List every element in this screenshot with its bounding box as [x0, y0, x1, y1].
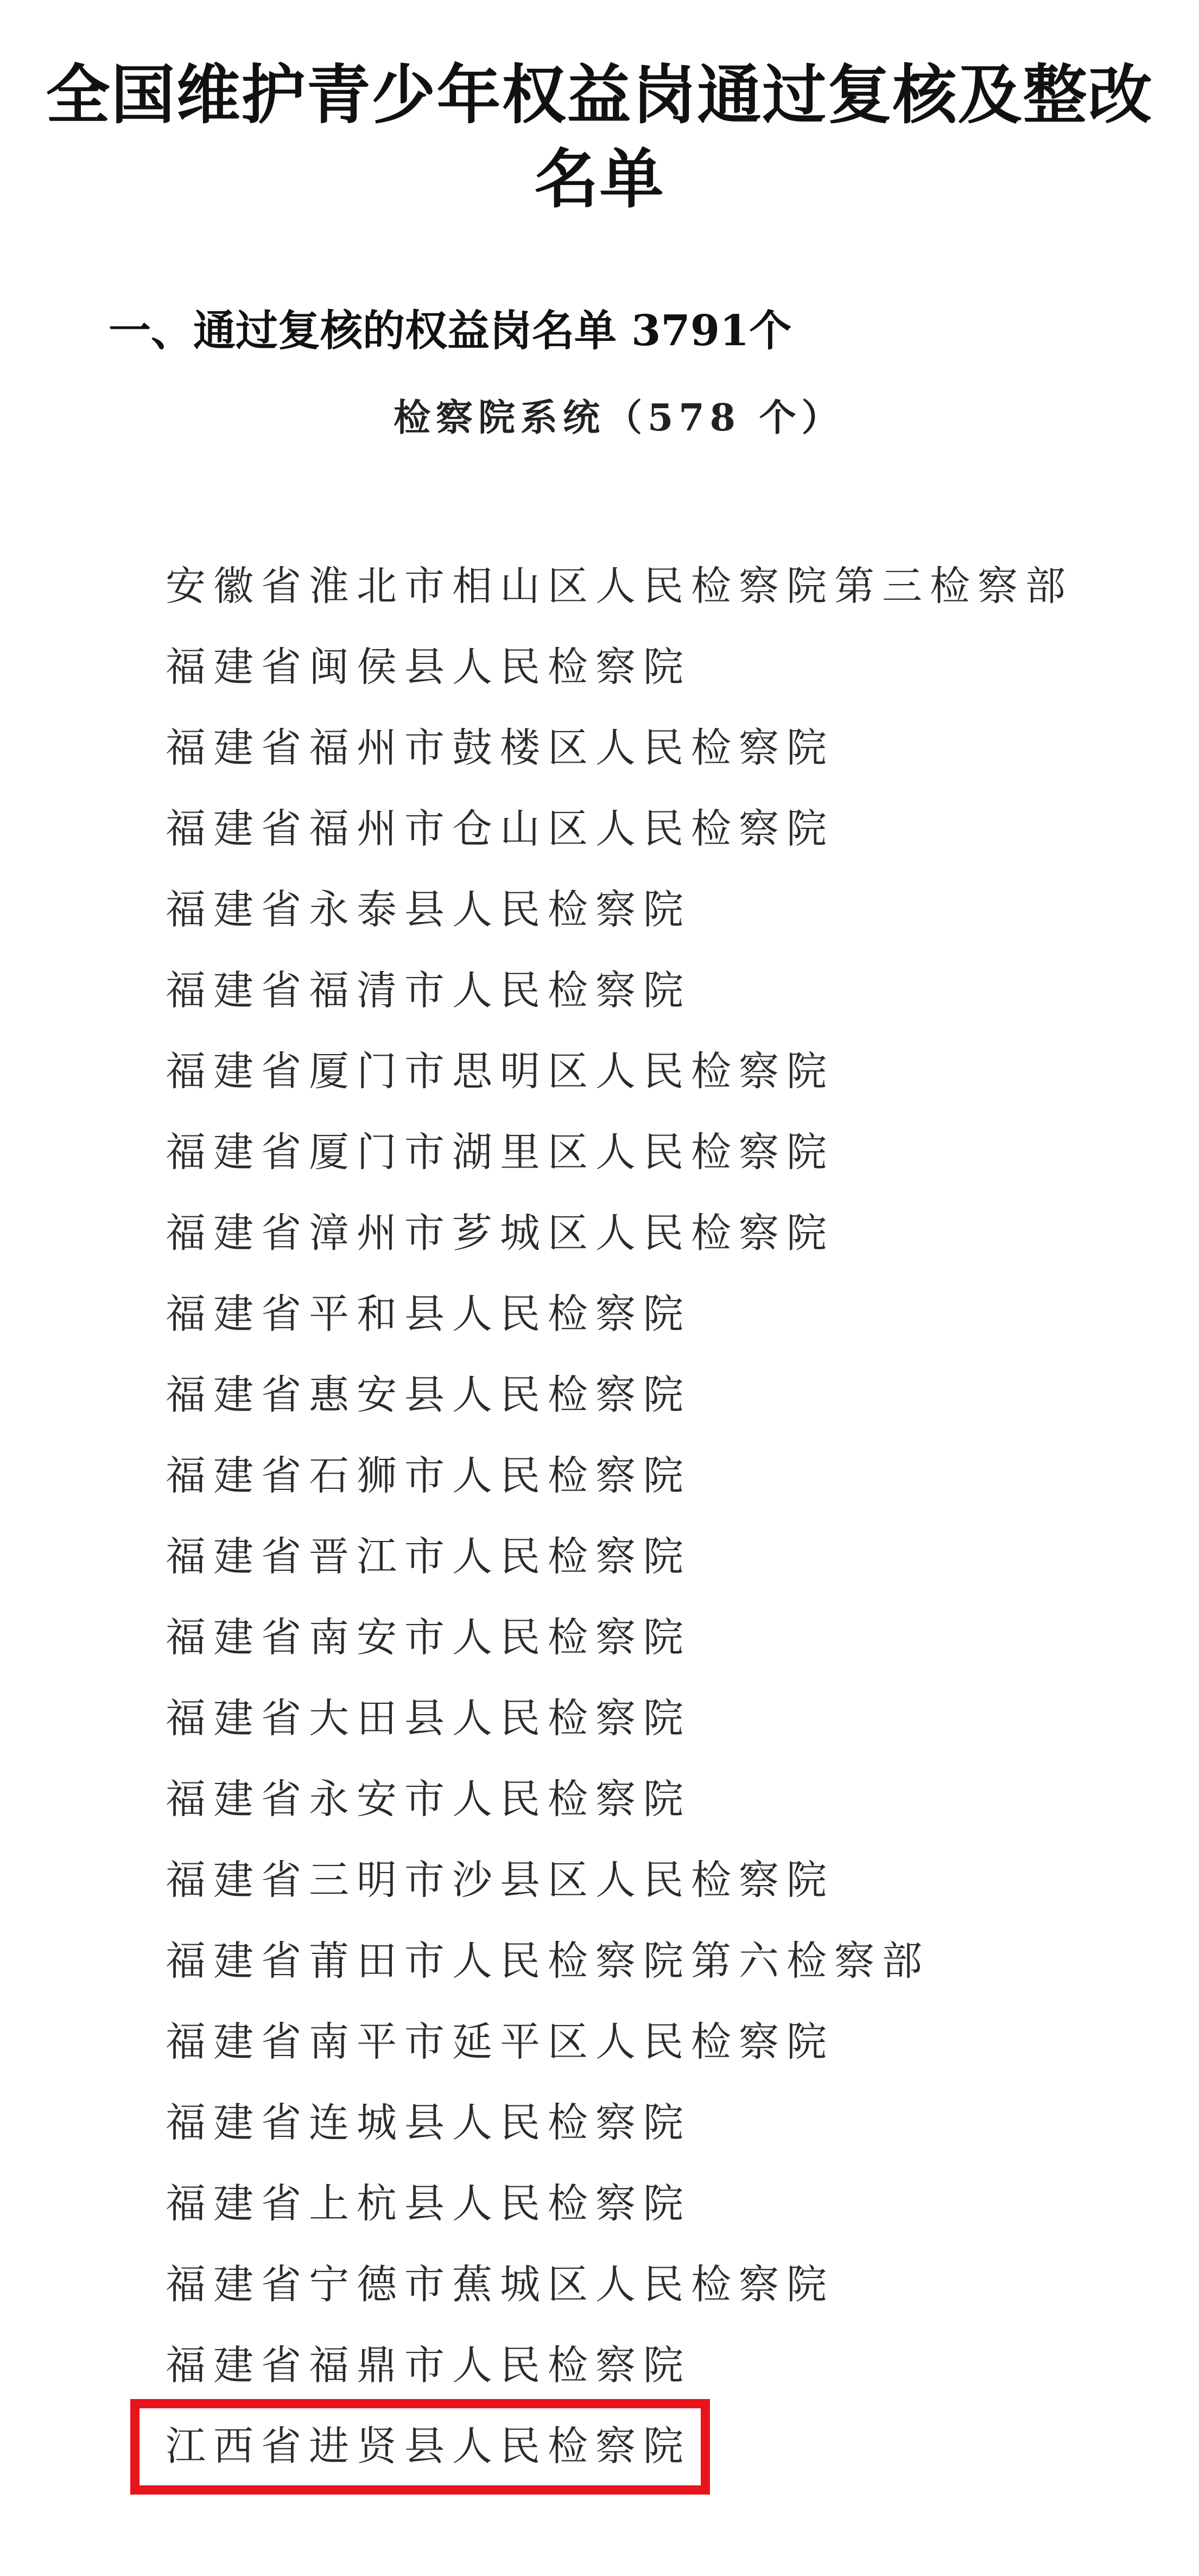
list-item: 福建省福州市仓山区人民检察院	[166, 805, 834, 852]
list-item: 福建省上杭县人民检察院	[166, 2180, 691, 2227]
list-item: 福建省惠安县人民检察院	[166, 1372, 691, 1418]
section-heading: 一、通过复核的权益岗名单 3791个	[109, 306, 792, 356]
document-title-line-2: 名单	[534, 141, 665, 217]
list-item: 安徽省淮北市相山区人民检察院第三检察部	[166, 563, 1073, 610]
list-item: 福建省莆田市人民检察院第六检察部	[166, 1938, 930, 1984]
list-item: 福建省平和县人民检察院	[166, 1291, 691, 1337]
list-item: 福建省三明市沙县区人民检察院	[166, 1857, 834, 1904]
list-item: 福建省晋江市人民检察院	[166, 1533, 691, 1580]
procuratorate-list	[166, 559, 1073, 2500]
list-item: 福建省福鼎市人民检察院	[166, 2342, 691, 2389]
list-item: 福建省连城县人民检察院	[166, 2099, 691, 2146]
list-item: 福建省石狮市人民检察院	[166, 1452, 691, 1499]
document-title-line-1: 全国维护青少年权益岗通过复核及整改	[46, 57, 1153, 132]
list-item: 福建省福清市人民检察院	[166, 967, 691, 1014]
list-item: 福建省宁德市蕉城区人民检察院	[166, 2261, 834, 2308]
list-item: 福建省永泰县人民检察院	[166, 886, 691, 933]
list-item: 福建省闽侯县人民检察院	[166, 644, 691, 690]
list-item: 福建省南平市延平区人民检察院	[166, 2019, 834, 2065]
list-item: 福建省漳州市芗城区人民检察院	[166, 1210, 834, 1257]
subsection-heading: 检察院系统（578 个）	[394, 396, 844, 440]
list-item: 福建省厦门市思明区人民检察院	[166, 1048, 834, 1095]
list-item: 福建省南安市人民检察院	[166, 1614, 691, 1661]
list-item: 福建省大田县人民检察院	[166, 1695, 691, 1742]
list-item: 福建省厦门市湖里区人民检察院	[166, 1129, 834, 1176]
list-item: 福建省永安市人民检察院	[166, 1776, 691, 1823]
list-item-highlighted: 江西省进贤县人民检察院	[166, 2423, 691, 2470]
list-item: 福建省福州市鼓楼区人民检察院	[166, 725, 834, 771]
